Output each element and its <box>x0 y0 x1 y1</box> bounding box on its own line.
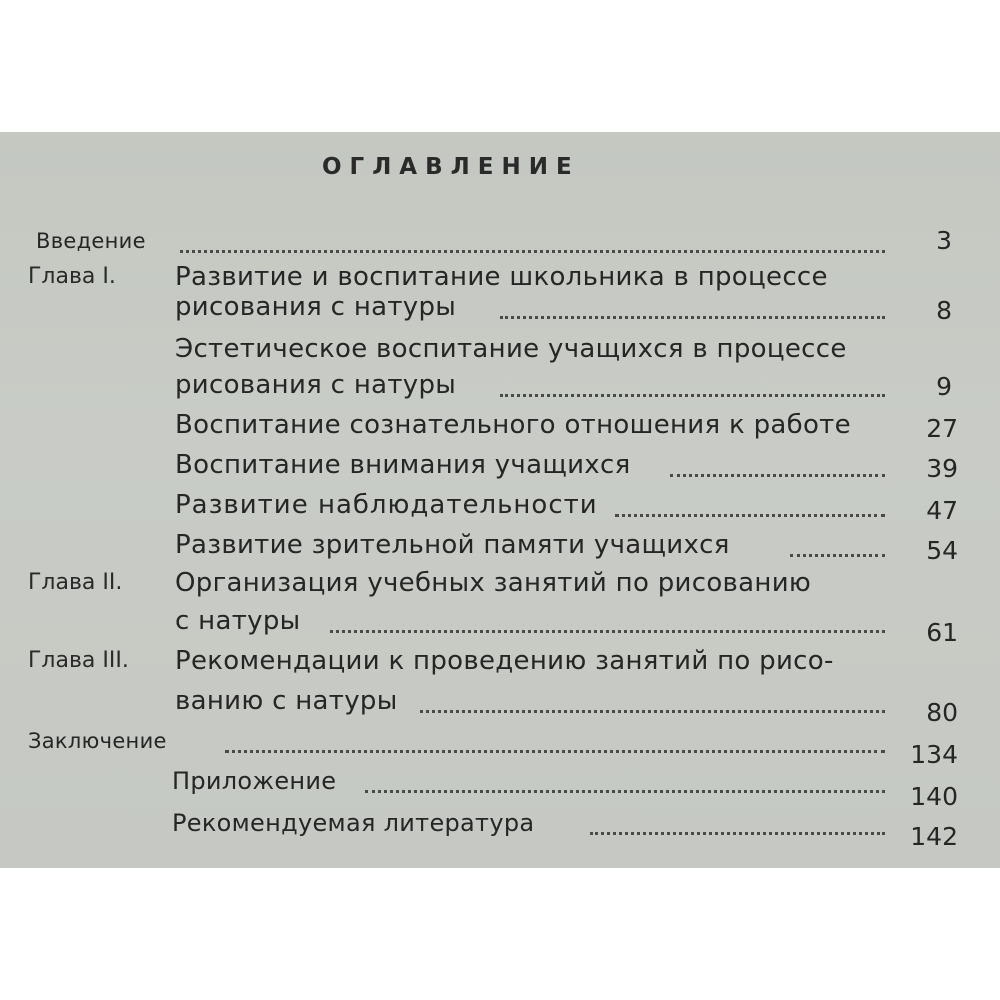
toc-leader <box>330 610 885 633</box>
toc-page-number: 47 <box>926 496 958 525</box>
book-page <box>0 132 1000 868</box>
toc-leader <box>420 690 885 713</box>
toc-entry-line: рисования с натуры <box>175 292 457 322</box>
toc-leader <box>790 534 885 557</box>
toc-leader <box>615 494 885 517</box>
toc-page-number: 27 <box>926 414 958 443</box>
toc-entry-line: Воспитание внимания учащихся <box>175 450 631 480</box>
toc-leader <box>590 812 885 835</box>
toc-leader <box>365 770 885 793</box>
toc-entry-line: Развитие наблюдательности <box>175 490 598 520</box>
toc-page-number: 140 <box>910 782 958 811</box>
toc-leader <box>500 296 885 319</box>
toc-title: ОГЛАВЛЕНИЕ <box>322 154 580 180</box>
toc-chapter-label: Глава III. <box>28 648 129 673</box>
toc-page-number: 8 <box>936 296 952 325</box>
toc-entry-line: Развитие зрительной памяти учащихся <box>175 530 730 560</box>
toc-entry-references: Рекомендуемая литература <box>172 809 535 837</box>
toc-page-number: 54 <box>926 536 958 565</box>
toc-entry-line: Организация учебных занятий по рисованию <box>175 568 812 598</box>
toc-entry-line: с натуры <box>175 606 301 636</box>
toc-page-number: 3 <box>936 226 952 255</box>
toc-leader <box>180 230 885 253</box>
toc-entry-line: ванию с натуры <box>175 686 398 716</box>
toc-page-number: 9 <box>936 372 952 401</box>
toc-chapter-label: Глава I. <box>28 264 116 289</box>
toc-chapter-label: Глава II. <box>28 570 123 595</box>
toc-leader <box>225 730 885 753</box>
toc-entry-conclusion: Заключение <box>28 729 167 753</box>
toc-page-number: 80 <box>926 698 958 727</box>
toc-entry-appendix: Приложение <box>172 767 337 795</box>
toc-entry-line: рисования с натуры <box>175 370 457 400</box>
toc-entry-line: Рекомендации к проведению занятий по рисо- <box>175 646 834 676</box>
toc-leader <box>670 454 885 477</box>
toc-page-number: 134 <box>910 740 958 769</box>
toc-entry-line: Воспитание сознательного отношения к работе <box>175 410 851 440</box>
toc-page-number: 142 <box>910 822 958 851</box>
toc-leader <box>500 374 885 397</box>
toc-entry-line: Развитие и воспитание школьника в процессе <box>175 262 828 292</box>
toc-entry-line: Эстетическое воспитание учащихся в процессе <box>175 334 847 364</box>
toc-entry-introduction: Введение <box>36 229 146 253</box>
toc-page-number: 39 <box>926 454 958 483</box>
toc-page-number: 61 <box>926 618 958 647</box>
